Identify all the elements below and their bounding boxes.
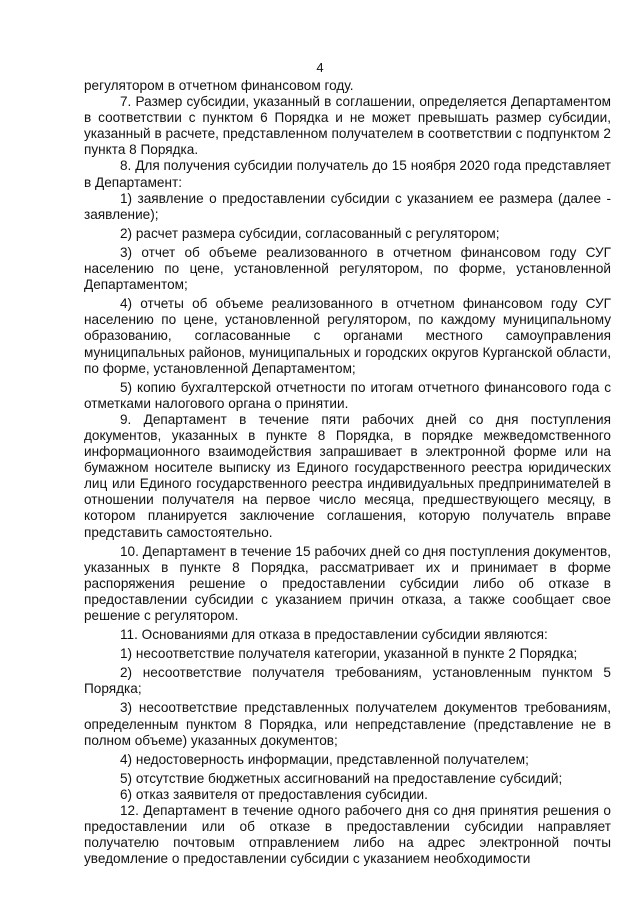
paragraph-8-item-1: 1) заявление о предоставлении субсидии с указанием ее размера (далее - заявление);	[84, 190, 611, 222]
paragraph-12: 12. Департамент в течение одного рабочего дня со дня принятия решения о предоставлении или об отказе в предоставлении субсидии направляет получателю почтовым отправлением либо на адрес электронной почты уведомление о предоставлении субсидии с указанием необходимости	[84, 803, 611, 867]
paragraph-11-item-1: 1) несоответствие получателя категории, указанной в пункте 2 Порядка;	[120, 646, 578, 662]
paragraph-11-item-2: 2) несоответствие получателя требованиям, установленным пунктом 5 Порядка;	[84, 665, 611, 697]
paragraph-8-item-2: 2) расчет размера субсидии, согласованный с регулятором;	[120, 225, 500, 241]
paragraph-11-item-6: 6) отказ заявителя от предоставления субсидии.	[120, 786, 428, 802]
paragraph-8-item-4: 4) отчеты об объеме реализованного в отчетном финансовом году СУГ населению по цене, установленной регулятором, по каждому муниципальному образованию, согласованные с органами местного самоуправления муниципальных районов, муниципальных и городских округов Курганской области, по форме, установленной Департаментом;	[84, 296, 611, 376]
paragraph-11: 11. Основаниями для отказа в предоставлении субсидии являются:	[120, 627, 548, 643]
paragraph-11-item-5: 5) отсутствие бюджетных ассигнований на предоставление субсидий;	[120, 770, 563, 786]
paragraph-10: 10. Департамент в течение 15 рабочих дней со дня поступления документов, указанных в пункте 8 Порядка, рассматривает их и принимает в форме распоряжения решение о предоставлении субсидии либо об отказе в предоставлении субсидии с указанием причин отказа, а также сообщает свое решение с регулятором.	[84, 543, 611, 623]
paragraph-continuation: регулятором в отчетном финансовом году.	[84, 78, 354, 93]
paragraph-11-item-3: 3) несоответствие представленных получателем документов требованиям, определенным пунктом 8 Порядка, или непредставление (представление не в полном объеме) указанных документов;	[84, 700, 611, 748]
paragraph-9: 9. Департамент в течение пяти рабочих дней со дня поступления документов, указанных в пункте 8 Порядка, в порядке межведомственного информационного взаимодействия запрашивает в электронной форме или на бумажном носителе выписку из Единого государственного реестра юридических лиц или Единого государственного реестра индивидуальных предпринимателей в отношении получателя на первое число месяца, предшествующего месяцу, в котором планируется заключение соглашения, которую получатель вправе представить самостоятельно.	[84, 411, 611, 540]
paragraph-8-item-5: 5) копию бухгалтерской отчетности по итогам отчетного финансового года с отметками налогового органа о принятии.	[84, 379, 611, 411]
paragraph-8: 8. Для получения субсидии получатель до 15 ноября 2020 года представляет в Департамент:	[84, 158, 611, 190]
paragraph-11-item-4: 4) недостоверность информации, представленной получателем;	[120, 751, 529, 767]
page-number: 4	[316, 60, 324, 75]
document-body	[84, 78, 611, 867]
paragraph-8-item-3: 3) отчет об объеме реализованного в отчетном финансовом году СУГ населению по цене, установленной регулятором, по форме, установленной Департаментом;	[84, 244, 611, 293]
paragraph-7: 7. Размер субсидии, указанный в соглашении, определяется Департаментом в соответствии с пунктом 6 Порядка и не может превышать размер субсидии, указанный в расчете, представленном получателем в соответствии с подпунктом 2 пункта 8 Порядка.	[84, 94, 611, 158]
